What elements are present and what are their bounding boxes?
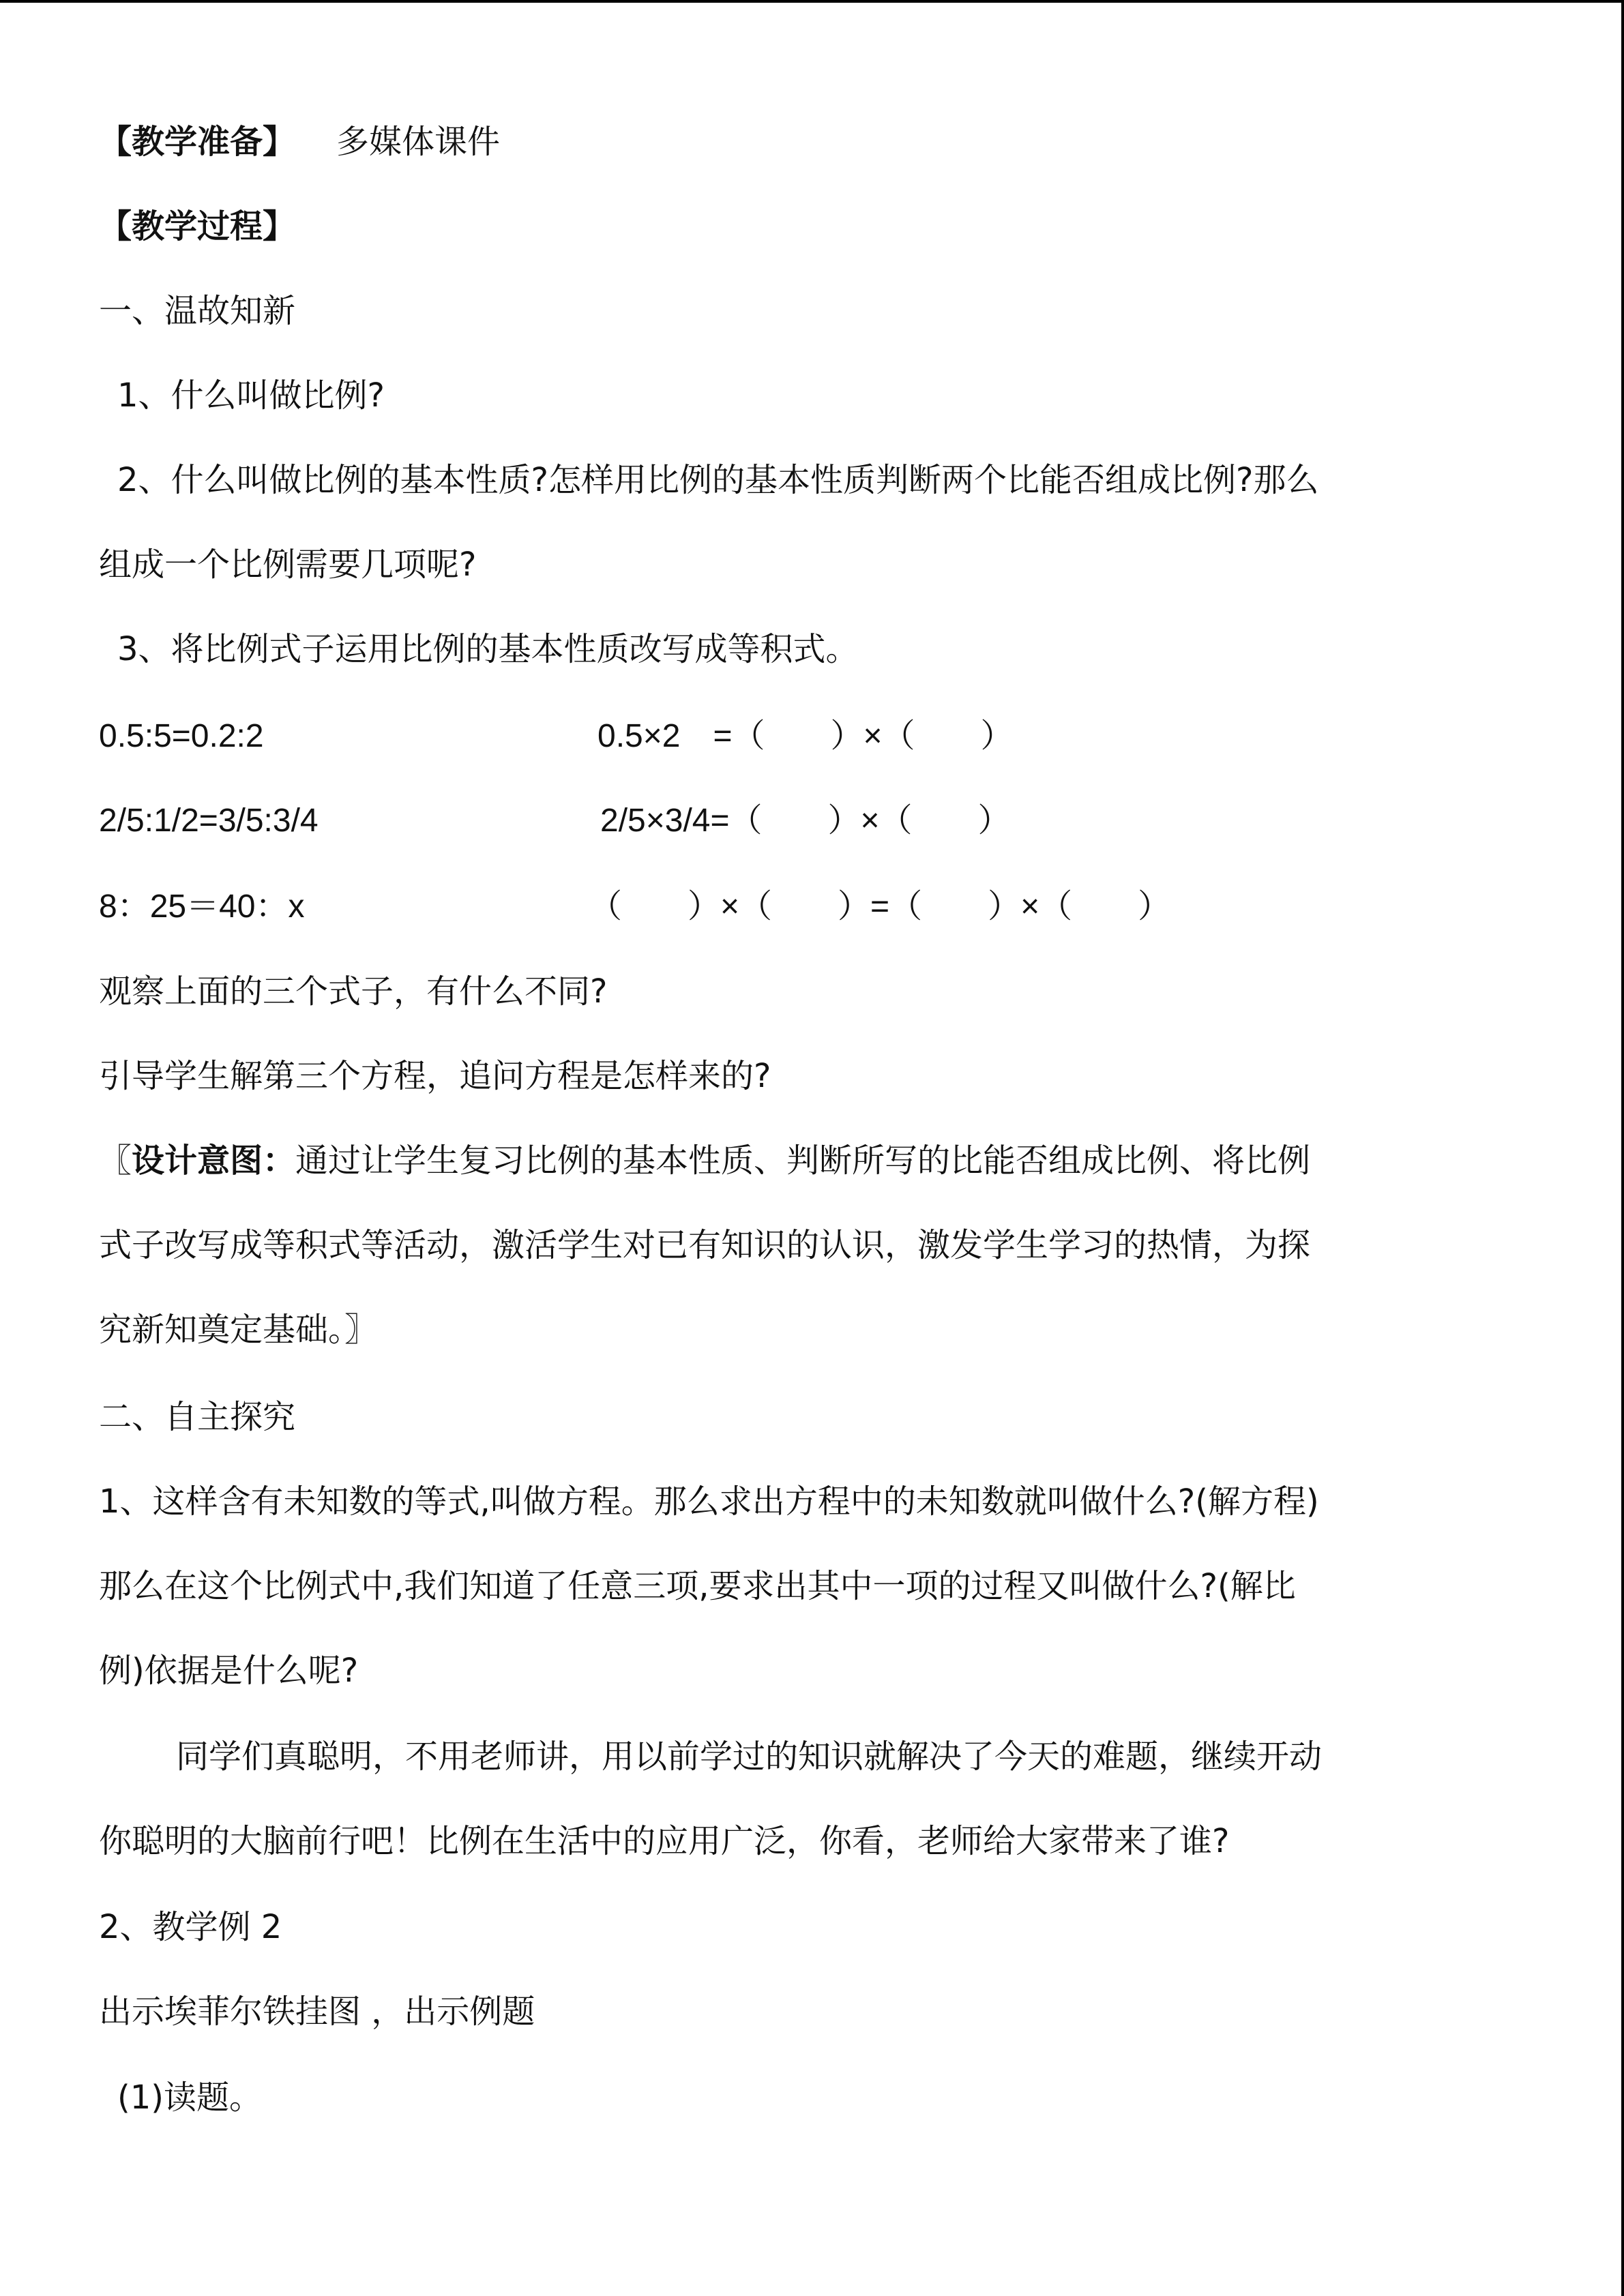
prep-line xyxy=(99,121,500,162)
equation-1-left: 0.5:5=0.2:2 xyxy=(99,718,264,754)
design-intent-text: 通过让学生复习比例的基本性质、判断所写的比能否组成比例、将比例 xyxy=(295,1142,1311,1180)
para1-line2: 那么在这个比例式中,我们知道了任意三项,要求出其中一项的过程又叫做什么?(解比 xyxy=(99,1567,1296,1605)
equation-3-left: 8：25＝40：x xyxy=(99,889,305,925)
design-intent-label: 设计意图： xyxy=(132,1142,296,1180)
bracket-open: 〖 xyxy=(99,1142,132,1180)
section2-title: 二、自主探究 xyxy=(99,1398,296,1436)
prep-heading: 【教学准备】 xyxy=(99,123,296,161)
para2-line1: 同学们真聪明，不用老师讲，用以前学过的知识就解决了今天的难题，继续开动 xyxy=(176,1738,1323,1776)
design-intent-line2: 式子改写成等积式等活动，激活学生对已有知识的认识，激发学生学习的热情，为探 xyxy=(99,1226,1311,1264)
design-intent-line1 xyxy=(99,1140,1310,1181)
equation-2-right: 2/5×3/4=（ ）×（ ） xyxy=(600,803,1011,839)
process-heading: 【教学过程】 xyxy=(99,207,296,245)
equation-2-left: 2/5:1/2=3/5:3/4 xyxy=(99,803,319,839)
design-intent-line3: 究新知奠定基础。〗 xyxy=(99,1311,378,1349)
para1-line1: 1、这样含有未知数的等式,叫做方程。那么求出方程中的未知数就叫做什么?(解方程) xyxy=(99,1482,1319,1521)
observe-text: 观察上面的三个式子，有什么不同? xyxy=(99,972,608,1011)
question-1: 1、什么叫做比例? xyxy=(117,376,385,415)
step-1-text: (1)读题。 xyxy=(117,2078,262,2117)
question-2-line2: 组成一个比例需要几项呢? xyxy=(99,546,477,584)
equation-3-right: （ ）×（ ）=（ ）×（ ） xyxy=(589,889,1171,925)
example-heading: 2、教学例 2 xyxy=(99,1908,282,1946)
show-figure-text: 出示埃菲尔铁挂图 ，出示例题 xyxy=(99,1993,535,2031)
question-2-line1: 2、什么叫做比例的基本性质?怎样用比例的基本性质判断两个比能否组成比例?那么 xyxy=(117,461,1319,499)
question-3: 3、将比例式子运用比例的基本性质改写成等积式。 xyxy=(117,630,859,668)
para2-line2: 你聪明的大脑前行吧！比例在生活中的应用广泛，你看，老师给大家带来了谁? xyxy=(99,1822,1230,1860)
prep-text: 多媒体课件 xyxy=(336,123,501,161)
guide-text: 引导学生解第三个方程，追问方程是怎样来的? xyxy=(99,1057,771,1095)
equation-1-right: 0.5×2 =（ ）×（ ） xyxy=(597,718,1014,754)
para1-line3: 例)依据是什么呢? xyxy=(99,1652,359,1690)
section1-title: 一、温故知新 xyxy=(99,292,296,330)
